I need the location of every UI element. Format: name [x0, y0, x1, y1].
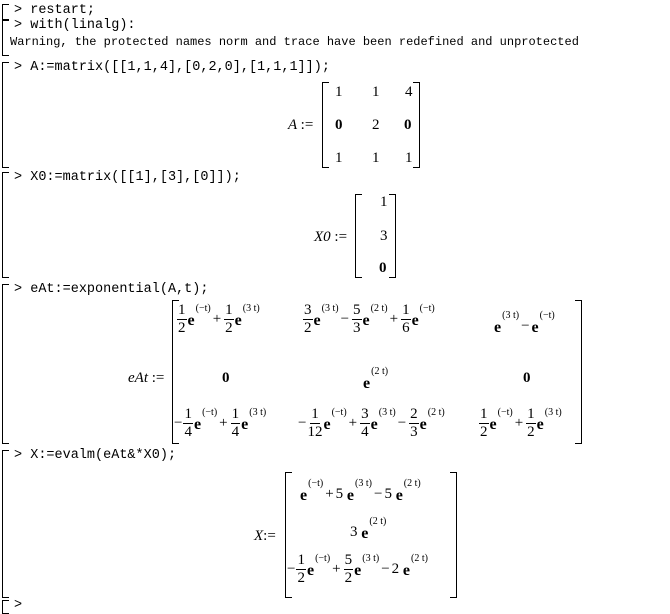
- matrix-cell-1-0: 0: [222, 370, 230, 386]
- matrix-cell-0-1: $\frac{3}{2}$ $e^{(3 t)}-$ $\frac{5}{3}$ $e^{(2 t)}+$ $\frac{1}{6}$ $e^{(-t)}$: [304, 302, 435, 336]
- matrix-cell: 4: [405, 84, 413, 100]
- matrix-cell-0-0: $\frac{1}{2}$ $e^{(-t)}+$ $\frac{1}{2}$ $e^{(3 t)}$: [178, 302, 260, 336]
- matrix-cell: 1: [380, 194, 388, 210]
- input-line-matrix-a[interactable]: > A:=matrix([[1,1,4],[0,2,0],[1,1,1]]);: [14, 60, 330, 75]
- group-bracket[interactable]: [2, 600, 9, 614]
- matrix-bracket-right: [389, 194, 396, 278]
- matrix-cell-0-2: $e^{(3 t)}- e^{(-t)}$: [494, 310, 555, 336]
- input-line-exponential[interactable]: > eAt:=exponential(A,t);: [14, 282, 209, 297]
- input-line-matrix-x0[interactable]: > X0:=matrix([[1],[3],[0]]);: [14, 170, 241, 185]
- matrix-bracket-left: [355, 194, 362, 278]
- group-bracket[interactable]: [2, 20, 9, 56]
- input-line-evalm[interactable]: > X:=evalm(eAt&*X0);: [14, 448, 177, 463]
- group-bracket[interactable]: [2, 450, 9, 598]
- group-bracket[interactable]: [2, 62, 9, 168]
- matrix-cell: 1: [335, 84, 343, 100]
- input-line-empty[interactable]: >: [14, 598, 23, 613]
- matrix-cell: 0: [404, 117, 412, 133]
- matrix-cell: 1: [372, 150, 380, 166]
- matrix-cell-2-0: − $\frac{1}{4}$ $e^{(-t)}+$ $\frac{1}{4}$ $e^{(3 t)}$: [174, 406, 267, 440]
- output-lhs-x: X:=: [254, 528, 276, 544]
- matrix-cell-1-1: $e^{(2 t)}$: [363, 366, 389, 392]
- matrix-bracket-right: [575, 300, 582, 444]
- output-lhs-x0: X0 :=: [314, 229, 348, 245]
- matrix-cell-2-2: $\frac{1}{2}$ $e^{(-t)}+$ $\frac{1}{2}$ $e^{(3 t)}$: [480, 406, 562, 440]
- matrix-cell-1: 3 $e^{(2 t)}$: [350, 516, 387, 542]
- input-line-restart[interactable]: > restart;: [14, 3, 96, 18]
- exec-group-matrix-a[interactable]: [0, 60, 670, 170]
- matrix-cell: 3: [380, 228, 388, 244]
- output-lhs-a: A :=: [288, 117, 314, 133]
- matrix-cell: 1: [372, 84, 380, 100]
- matrix-cell: 1: [335, 150, 343, 166]
- exec-group-evalm[interactable]: [0, 448, 670, 598]
- matrix-cell: 0: [379, 260, 387, 276]
- matrix-cell-2-1: − $\frac{1}{12}$ $e^{(-t)}+$ $\frac{3}{4}$ $e^{(3 t)}-$ $\frac{2}{3}$ $e^{(2 t)}$: [298, 406, 445, 440]
- group-bracket[interactable]: [2, 4, 9, 20]
- group-bracket[interactable]: [2, 284, 9, 444]
- matrix-cell-1-2: 0: [523, 370, 531, 386]
- exec-group-matrix-x0[interactable]: [0, 170, 670, 282]
- matrix-cell: 2: [372, 117, 380, 133]
- matrix-cell: 0: [335, 117, 343, 133]
- input-line-with-linalg[interactable]: > with(linalg):: [14, 18, 136, 33]
- exec-group-exponential[interactable]: [0, 282, 670, 446]
- matrix-cell-2: − $\frac{1}{2}$ $e^{(-t)}+$ $\frac{5}{2}$ $e^{(3 t)}- 2$ $e^{(2 t)}$: [287, 552, 428, 586]
- matrix-cell: 1: [405, 150, 413, 166]
- warning-message: Warning, the protected names norm and trace have been redefined and unprotected: [10, 35, 579, 49]
- matrix-cell-0: $e^{(-t)}+ 5$ $e^{(3 t)}- 5$ $e^{(2 t)}$: [300, 478, 421, 504]
- output-lhs-eat: eAt :=: [128, 370, 165, 386]
- matrix-bracket-right: [450, 472, 457, 598]
- matrix-bracket-right: [413, 82, 420, 168]
- group-bracket[interactable]: [2, 172, 9, 278]
- matrix-bracket-left: [322, 82, 329, 168]
